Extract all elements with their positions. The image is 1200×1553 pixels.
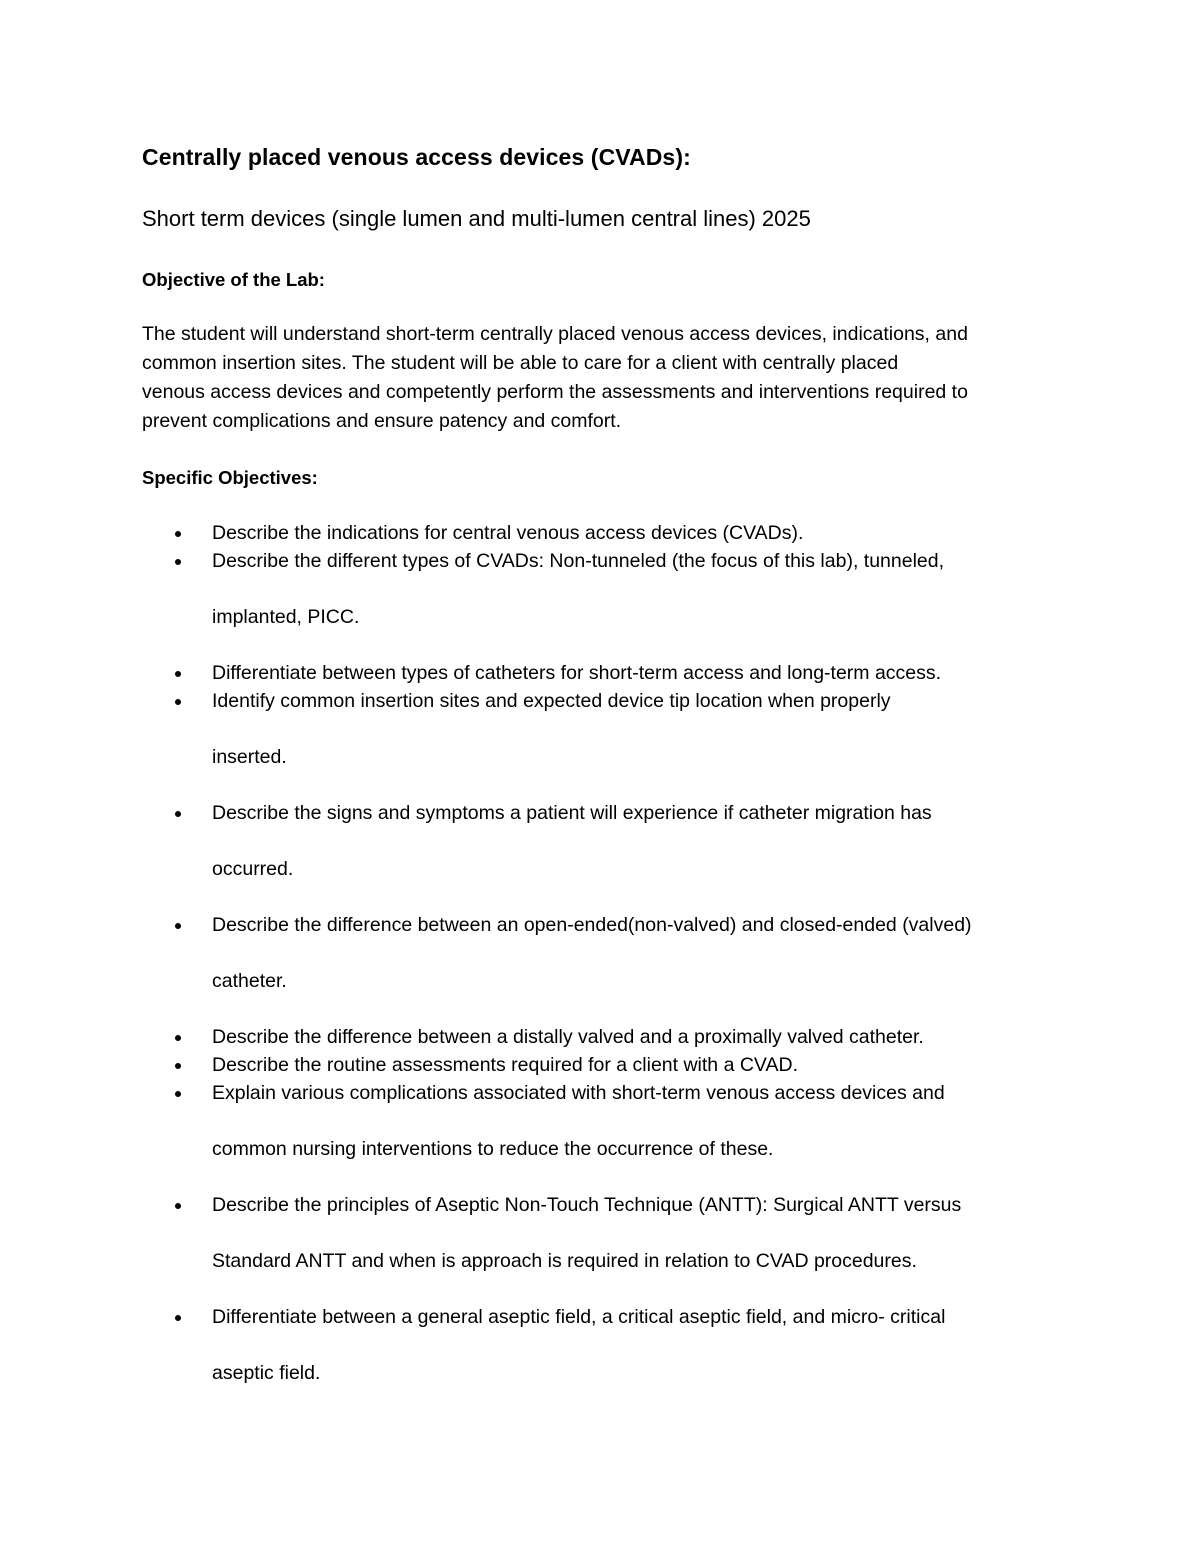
document-title: Centrally placed venous access devices (CVADs):: [142, 144, 691, 170]
specific-objectives-list: [142, 519, 1102, 1415]
bullet-icon: [175, 1203, 181, 1209]
bullet-icon: [175, 1035, 181, 1041]
list-item: Describe the different types of CVADs: Non-tunneled (the focus of this lab), tunneled, implanted, PICC.: [142, 547, 1102, 631]
list-item: Describe the principles of Aseptic Non-Touch Technique (ANTT): Surgical ANTT versus Standard ANTT and when is approach is required in relation to CVAD procedures.: [142, 1191, 1102, 1275]
list-item: Describe the signs and symptoms a patient will experience if catheter migration has occurred.: [142, 799, 1102, 883]
list-item: Differentiate between a general aseptic field, a critical aseptic field, and micro- critical aseptic field.: [142, 1303, 1102, 1387]
list-item: Identify common insertion sites and expected device tip location when properly inserted.: [142, 687, 1102, 771]
objective-heading: Objective of the Lab:: [142, 269, 325, 290]
list-item: Differentiate between types of catheters for short-term access and long-term access.: [142, 659, 1102, 687]
list-item: Explain various complications associated with short-term venous access devices and common nursing interventions to reduce the occurrence of these.: [142, 1079, 1102, 1163]
bullet-icon: [175, 699, 181, 705]
objective-line: venous access devices and competently perform the assessments and interventions required to: [142, 381, 968, 403]
bullet-icon: [175, 1091, 181, 1097]
bullet-icon: [175, 1063, 181, 1069]
specific-objectives-heading: Specific Objectives:: [142, 467, 318, 488]
objective-line: The student will understand short-term centrally placed venous access devices, indications, and: [142, 323, 968, 345]
document-subtitle: Short term devices (single lumen and multi-lumen central lines) 2025: [142, 206, 811, 231]
list-item: Describe the indications for central venous access devices (CVADs).: [142, 519, 1102, 547]
bullet-icon: [175, 559, 181, 565]
list-item: Describe the routine assessments required for a client with a CVAD.: [142, 1051, 1102, 1079]
bullet-icon: [175, 923, 181, 929]
list-item: Describe the difference between an open-ended(non-valved) and closed-ended (valved) catheter.: [142, 911, 1102, 995]
bullet-icon: [175, 671, 181, 677]
objective-line: common insertion sites. The student will be able to care for a client with centrally placed: [142, 352, 899, 374]
objective-paragraph: [142, 320, 1072, 436]
list-item: Describe the difference between a distally valved and a proximally valved catheter.: [142, 1023, 1102, 1051]
objective-line: prevent complications and ensure patency and comfort.: [142, 410, 622, 432]
bullet-icon: [175, 811, 181, 817]
bullet-icon: [175, 1315, 181, 1321]
bullet-icon: [175, 531, 181, 537]
